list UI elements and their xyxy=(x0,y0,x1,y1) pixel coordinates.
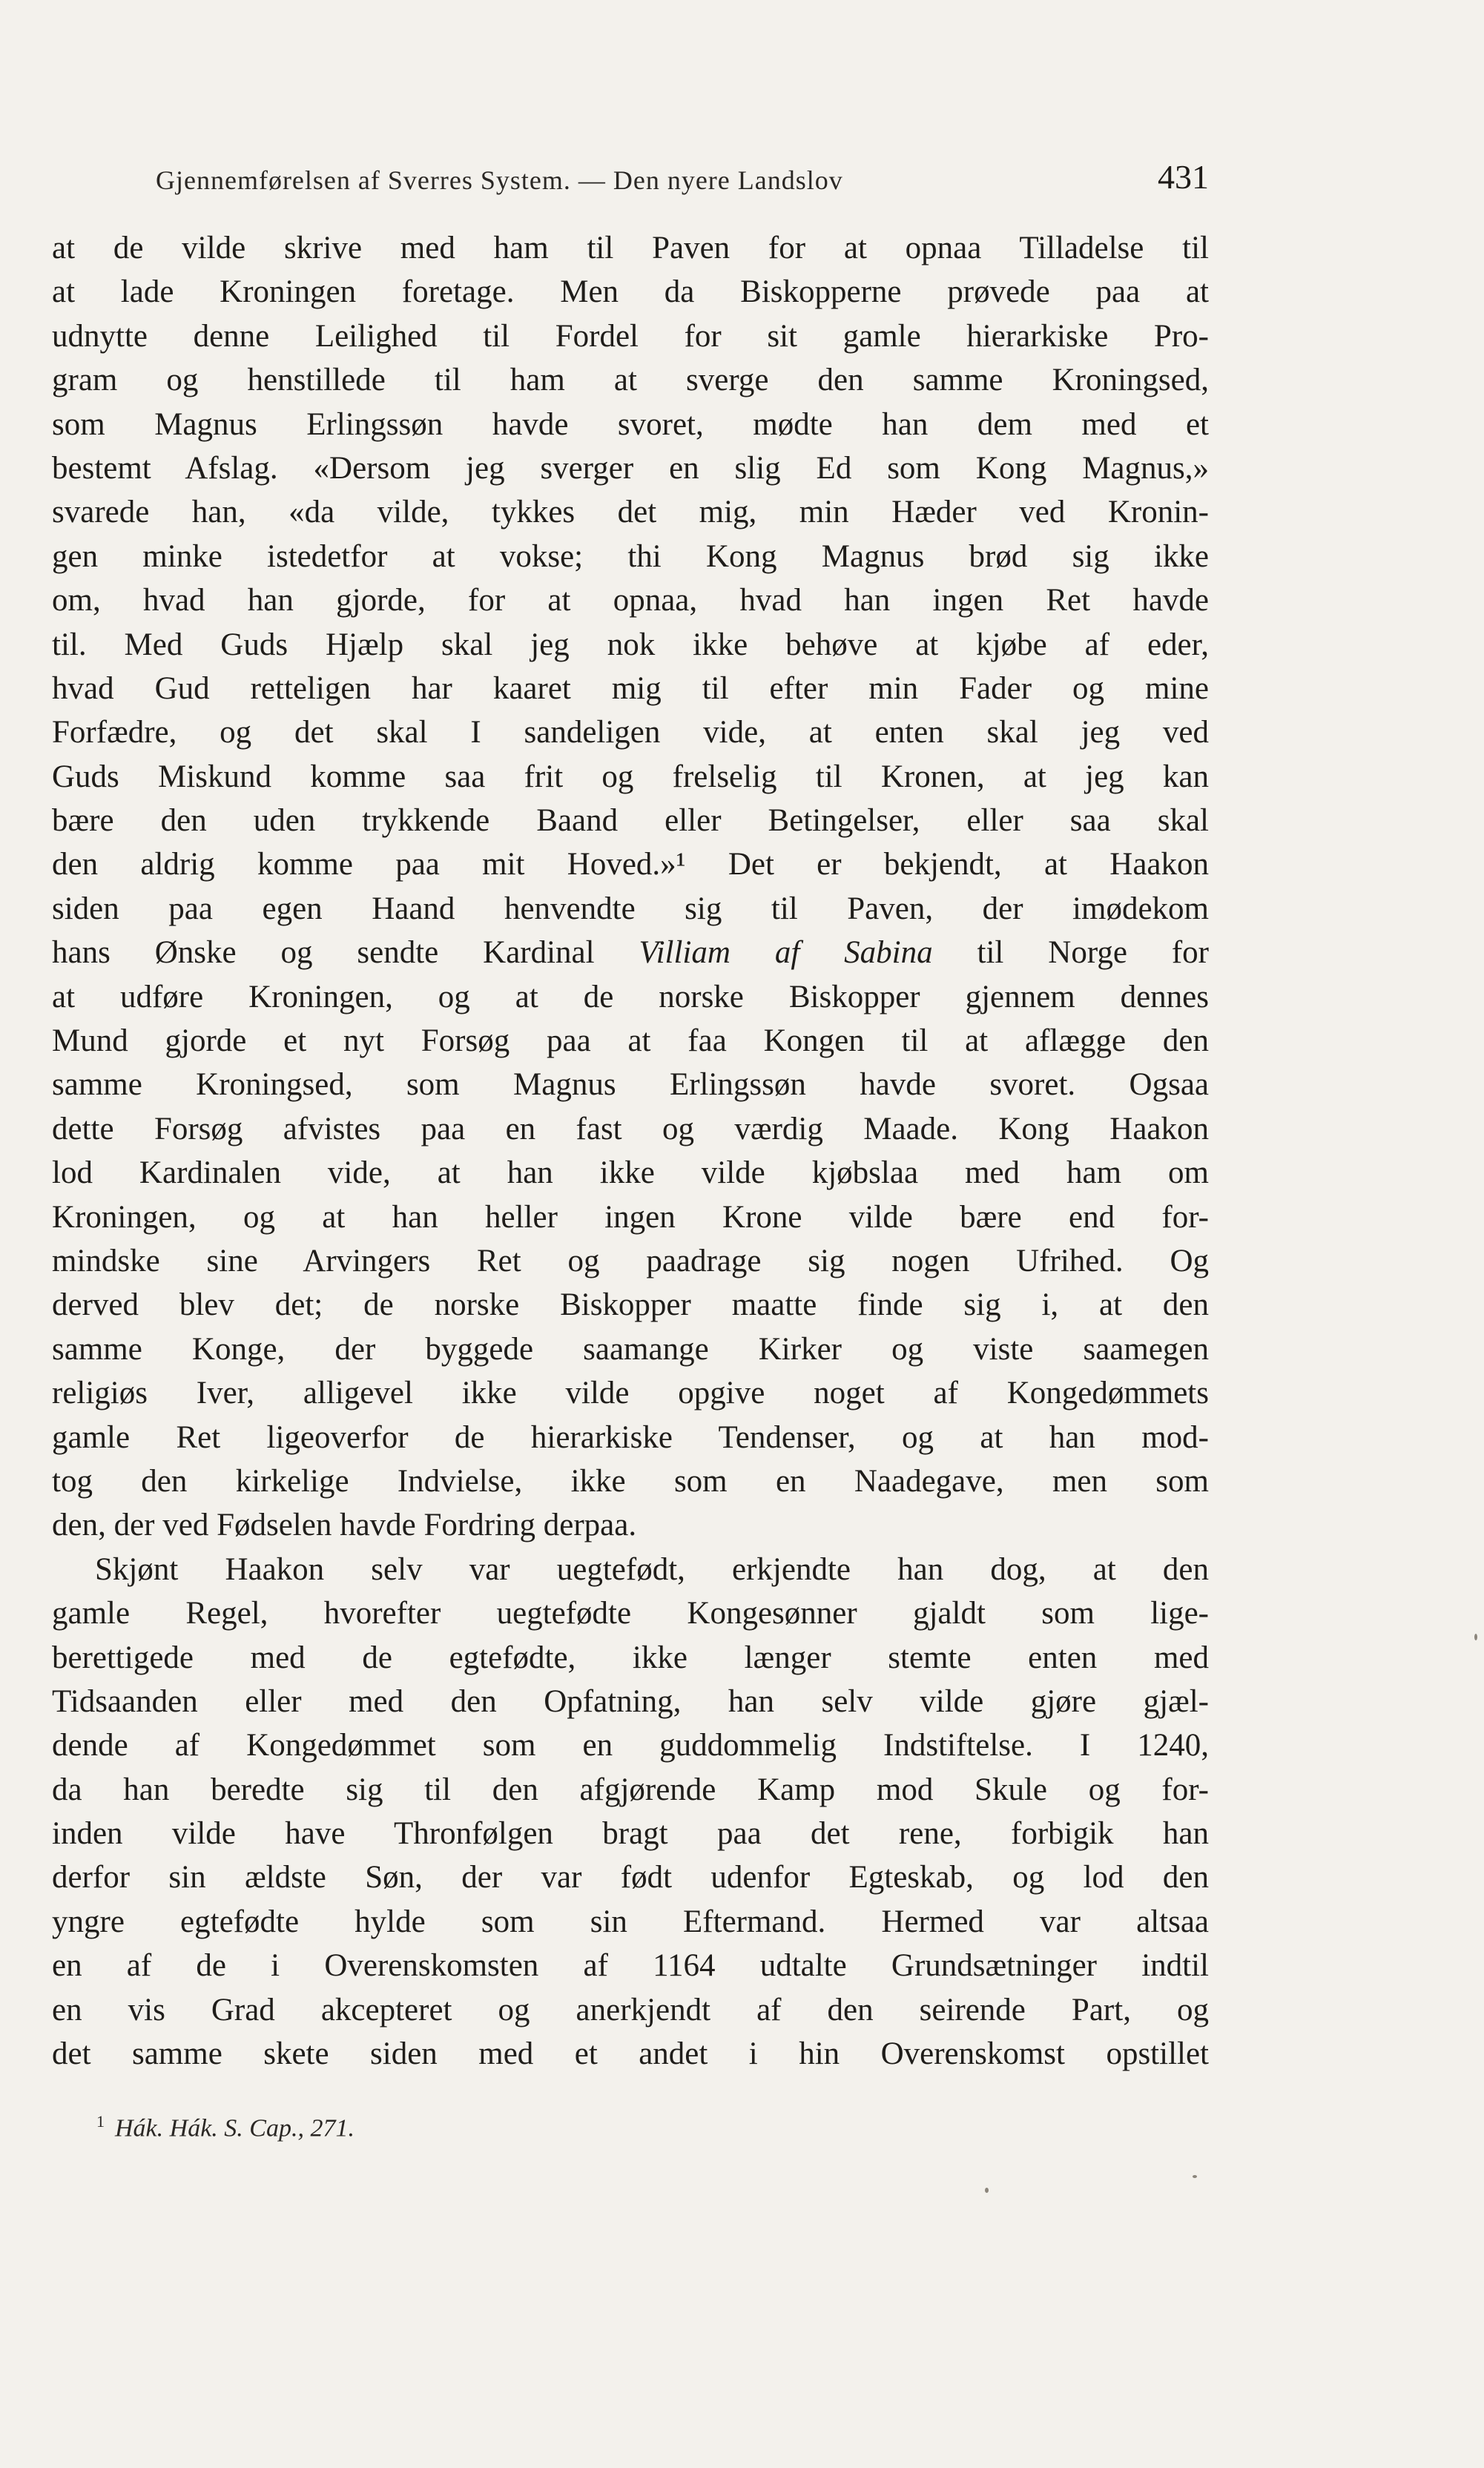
text-line: Skjønt Haakon selv var uegtefødt, erkjendte han dog, at den xyxy=(95,1551,1209,1587)
text-line: at de vilde skrive med ham til Paven for at opnaa Tilladelse til xyxy=(52,231,1209,265)
text-line: mindske sine Arvingers Ret og paadrage sig nogen Ufrihed. Og xyxy=(52,1243,1209,1278)
text-line: udnytte denne Leilighed til Fordel for sit gamle hierarkiske Pro- xyxy=(52,318,1209,354)
text-line: Mund gjorde et nyt Forsøg paa at faa Kongen til at aflægge den xyxy=(52,1023,1209,1059)
text-line: Tidsaanden eller med den Opfatning, han selv vilde gjøre gjæl- xyxy=(52,1683,1209,1719)
text-line: samme Konge, der byggede saamange Kirker og viste saamegen xyxy=(52,1331,1209,1367)
body-text xyxy=(52,226,1209,2076)
text-line: den, der ved Fødselen havde Fordring derpaa. xyxy=(52,1508,637,1543)
text-line: religiøs Iver, alligevel ikke vilde opgive noget af Kongedømmets xyxy=(52,1376,1209,1411)
text-line: derved blev det; de norske Biskopper maatte finde sig i, at den xyxy=(52,1287,1209,1323)
text-segment: hans Ønske og sendte Kardinal xyxy=(52,935,639,971)
text-line: siden paa egen Haand henvendte sig til Paven, der imødekom xyxy=(52,891,1209,926)
text-segment: til Norge for xyxy=(932,935,1209,971)
text-line: den aldrig komme paa mit Hoved.»¹ Det er bekjendt, at Haakon xyxy=(52,847,1209,882)
text-line: derfor sin ældste Søn, der var født udenfor Egteskab, og lod den xyxy=(52,1860,1209,1895)
text-line: som Magnus Erlingssøn havde svoret, mødte han dem med et xyxy=(52,406,1209,442)
text-line: om, hvad han gjorde, for at opnaa, hvad han ingen Ret havde xyxy=(52,583,1209,618)
text-line: bestemt Afslag. «Dersom jeg sverger en slig Ed som Kong Magnus,» xyxy=(52,450,1209,486)
text-line: Forfædre, og det skal I sandeligen vide, at enten skal jeg ved xyxy=(52,715,1209,750)
text-line xyxy=(52,931,1209,974)
text-line: Guds Miskund komme saa frit og frelselig til Kronen, at jeg kan xyxy=(52,759,1209,794)
text-line: dette Forsøg afvistes paa en fast og værdig Maade. Kong Haakon xyxy=(52,1111,1209,1146)
text-line: Kroningen, og at han heller ingen Krone vilde bære end for- xyxy=(52,1199,1209,1235)
text-line: lod Kardinalen vide, at han ikke vilde kjøbslaa med ham om xyxy=(52,1155,1209,1191)
text-line: gamle Regel, hvorefter uegtefødte Kongesønner gjaldt som lige- xyxy=(52,1596,1209,1631)
footnote-mark: 1 xyxy=(96,2112,105,2131)
footnote xyxy=(96,2112,354,2142)
text-line: inden vilde have Thronfølgen bragt paa det rene, forbigik han xyxy=(52,1816,1209,1852)
footnote-text: Hák. Hák. S. Cap., 271. xyxy=(115,2114,354,2142)
page-number: 431 xyxy=(1158,158,1209,196)
text-line: svarede han, «da vilde, tykkes det mig, min Hæder ved Kronin- xyxy=(52,495,1209,530)
text-line: gram og henstillede til ham at sverge den samme Kroningsed, xyxy=(52,363,1209,398)
text-line: berettigede med de egtefødte, ikke længer stemte enten med xyxy=(52,1640,1209,1675)
scan-speck xyxy=(1474,1634,1477,1640)
text-line: at lade Kroningen foretage. Men da Biskopperne prøvede paa at xyxy=(52,274,1209,310)
text-line: det samme skete siden med et andet i hin Overenskomst opstillet xyxy=(52,2036,1209,2072)
running-title: Gjennemførelsen af Sverres System. — Den nyere Landslov xyxy=(156,165,843,195)
scan-speck xyxy=(1193,2175,1197,2178)
text-line: hvad Gud retteligen har kaaret mig til efter min Fader og mine xyxy=(52,670,1209,706)
text-line: da han beredte sig til den afgjørende Kamp mod Skule og for- xyxy=(52,1772,1209,1807)
text-line: at udføre Kroningen, og at de norske Biskopper gjennem dennes xyxy=(52,979,1209,1014)
text-line: en af de i Overenskomsten af 1164 udtalte Grundsætninger indtil xyxy=(52,1948,1209,1984)
text-line: gen minke istedetfor at vokse; thi Kong Magnus brød sig ikke xyxy=(52,538,1209,574)
text-line: tog den kirkelige Indvielse, ikke som en Naadegave, men som xyxy=(52,1463,1209,1499)
text-line: samme Kroningsed, som Magnus Erlingssøn havde svoret. Ogsaa xyxy=(52,1067,1209,1103)
text-line: bære den uden trykkende Baand eller Betingelser, eller saa skal xyxy=(52,803,1209,839)
running-head xyxy=(156,157,1209,194)
text-line: gamle Ret ligeoverfor de hierarkiske Tendenser, og at han mod- xyxy=(52,1419,1209,1455)
text-line: yngre egtefødte hylde som sin Eftermand. Hermed var altsaa xyxy=(52,1904,1209,1939)
italic-name: Villiam af Sabina xyxy=(639,935,933,971)
text-line: til. Med Guds Hjælp skal jeg nok ikke behøve at kjøbe af eder, xyxy=(52,627,1209,662)
text-line: en vis Grad akcepteret og anerkjendt af den seirende Part, og xyxy=(52,1992,1209,2027)
text-line: dende af Kongedømmet som en guddommelig Indstiftelse. I 1240, xyxy=(52,1728,1209,1763)
scan-speck xyxy=(985,2188,989,2193)
